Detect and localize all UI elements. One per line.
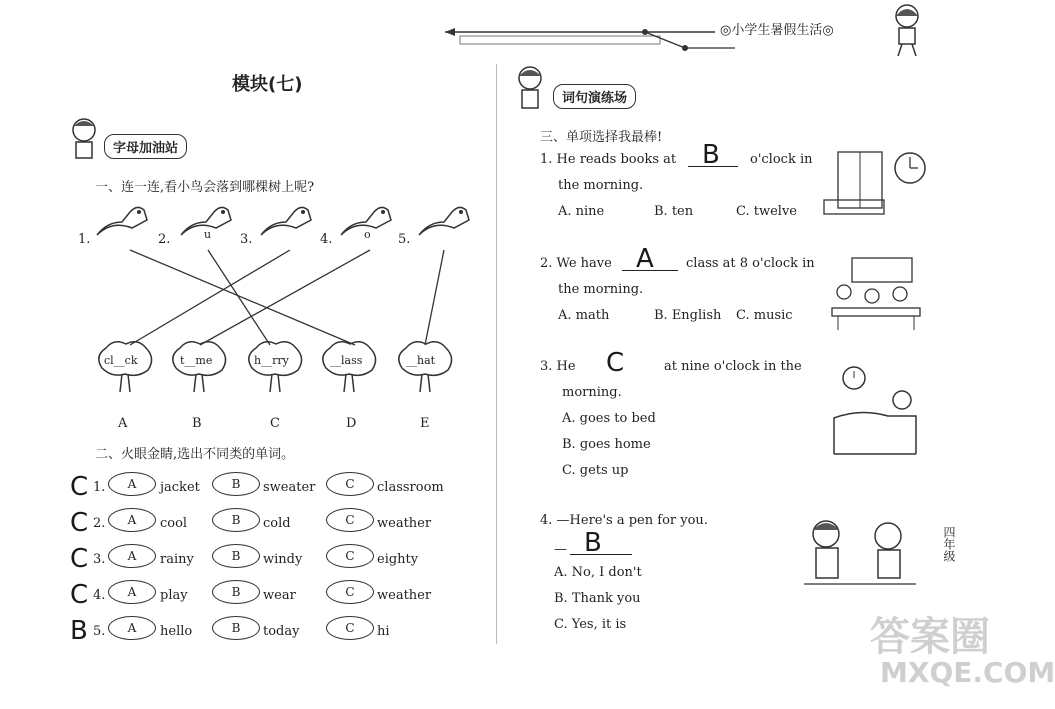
option-cloud: B bbox=[212, 508, 260, 532]
tree-word: __lass bbox=[330, 354, 363, 367]
clock-window-illustration bbox=[820, 148, 930, 220]
handwritten-answer: B bbox=[702, 140, 720, 170]
bird-number: 1. bbox=[78, 232, 91, 247]
tree-label: E bbox=[420, 416, 430, 431]
section-head-sentences: 词句演练场 bbox=[553, 84, 636, 109]
option-cloud: C bbox=[326, 544, 374, 568]
girl-reading-icon bbox=[510, 64, 550, 110]
question-text: at nine o'clock in the bbox=[664, 359, 802, 374]
option-word: play bbox=[160, 588, 188, 603]
question-text: morning. bbox=[562, 385, 622, 400]
option-b: B. English bbox=[654, 308, 722, 323]
question-text: o'clock in bbox=[750, 152, 813, 167]
option-cloud: B bbox=[212, 580, 260, 604]
option-word: weather bbox=[377, 588, 432, 603]
question-text: the morning. bbox=[558, 178, 644, 193]
handwritten-answer: C bbox=[70, 580, 89, 610]
option-c: C. music bbox=[736, 308, 793, 323]
two-kids-illustration bbox=[800, 512, 920, 592]
option-word: hi bbox=[377, 624, 390, 639]
series-title: ◎小学生暑假生活◎ bbox=[720, 23, 834, 38]
option-a: A. goes to bed bbox=[562, 411, 656, 426]
tree-word: t__me bbox=[180, 354, 213, 367]
item-number: 5. bbox=[93, 624, 106, 639]
option-c: C. gets up bbox=[562, 463, 629, 478]
section-head-letters: 字母加油站 bbox=[104, 134, 187, 159]
q2-instruction: 二、火眼金睛,选出不同类的单词。 bbox=[95, 447, 295, 462]
option-cloud: A bbox=[108, 616, 156, 640]
option-b: B. Thank you bbox=[554, 591, 641, 606]
option-word: classroom bbox=[377, 480, 444, 495]
tree-label: D bbox=[346, 416, 357, 431]
option-a: A. nine bbox=[558, 204, 605, 219]
watermark-url: MXQE.COM bbox=[880, 656, 1055, 689]
handwritten-answer: C bbox=[70, 544, 89, 574]
option-cloud: C bbox=[326, 472, 374, 496]
option-cloud: A bbox=[108, 544, 156, 568]
item-number: 1. bbox=[93, 480, 106, 495]
question-text: 1. He reads books at bbox=[540, 152, 677, 167]
option-c: C. twelve bbox=[736, 204, 797, 219]
tree-label: B bbox=[192, 416, 202, 431]
tree-word: cl__ck bbox=[104, 354, 138, 367]
question-text: 3. He bbox=[540, 359, 576, 374]
watermark-text: 答案圈 bbox=[870, 614, 990, 660]
option-word: eighty bbox=[377, 552, 419, 567]
option-word: windy bbox=[263, 552, 303, 567]
option-a: A. No, I don't bbox=[554, 565, 642, 580]
bird-number: 4. bbox=[320, 232, 333, 247]
option-cloud: A bbox=[108, 472, 156, 496]
item-number: 4. bbox=[93, 588, 106, 603]
tree-word: __hat bbox=[406, 354, 436, 367]
option-word: wear bbox=[263, 588, 296, 603]
option-word: cold bbox=[263, 516, 291, 531]
option-word: rainy bbox=[160, 552, 194, 567]
handwritten-answer: C bbox=[606, 348, 625, 378]
bird-letter: u bbox=[204, 228, 212, 241]
handwritten-answer: C bbox=[70, 472, 89, 502]
bird-number: 5. bbox=[398, 232, 411, 247]
option-word: cool bbox=[160, 516, 188, 531]
item-number: 3. bbox=[93, 552, 106, 567]
option-word: jacket bbox=[160, 480, 200, 495]
classroom-illustration bbox=[828, 256, 924, 332]
option-word: today bbox=[263, 624, 300, 639]
bed-alarm-illustration bbox=[830, 362, 922, 458]
bird-letter: o bbox=[364, 228, 371, 241]
option-word: sweater bbox=[263, 480, 316, 495]
handwritten-answer: C bbox=[70, 508, 89, 538]
q1-instruction: 一、连一连,看小鸟会落到哪棵树上呢? bbox=[95, 180, 315, 195]
option-word: weather bbox=[377, 516, 432, 531]
option-cloud: C bbox=[326, 616, 374, 640]
tree-label: C bbox=[270, 416, 280, 431]
question-text: 4. —Here's a pen for you. bbox=[540, 513, 708, 528]
question-text: the morning. bbox=[558, 282, 644, 297]
girl-icon bbox=[882, 2, 932, 58]
watermark-logo bbox=[870, 605, 990, 662]
grade-label: 四年级 bbox=[942, 526, 956, 562]
option-b: B. ten bbox=[654, 204, 694, 219]
handwritten-answer: B bbox=[584, 528, 602, 558]
question-text: class at 8 o'clock in bbox=[686, 256, 815, 271]
handwritten-answer: A bbox=[636, 244, 654, 274]
bird-number: 3. bbox=[240, 232, 253, 247]
answer-dash: — bbox=[554, 542, 567, 557]
module-title: 模块(七) bbox=[232, 74, 303, 95]
option-b: B. goes home bbox=[562, 437, 651, 452]
tree-label: A bbox=[118, 416, 128, 431]
bird-number: 2. bbox=[158, 232, 171, 247]
option-cloud: B bbox=[212, 544, 260, 568]
option-word: hello bbox=[160, 624, 193, 639]
option-cloud: C bbox=[326, 508, 374, 532]
option-a: A. math bbox=[558, 308, 610, 323]
option-c: C. Yes, it is bbox=[554, 617, 627, 632]
item-number: 2. bbox=[93, 516, 106, 531]
q3-instruction: 三、单项选择我最棒! bbox=[540, 130, 663, 145]
option-cloud: A bbox=[108, 508, 156, 532]
tree-word: h__rry bbox=[254, 354, 289, 367]
option-cloud: C bbox=[326, 580, 374, 604]
option-cloud: A bbox=[108, 580, 156, 604]
option-cloud: B bbox=[212, 472, 260, 496]
question-text: 2. We have bbox=[540, 256, 612, 271]
option-cloud: B bbox=[212, 616, 260, 640]
handwritten-answer: B bbox=[70, 616, 88, 646]
